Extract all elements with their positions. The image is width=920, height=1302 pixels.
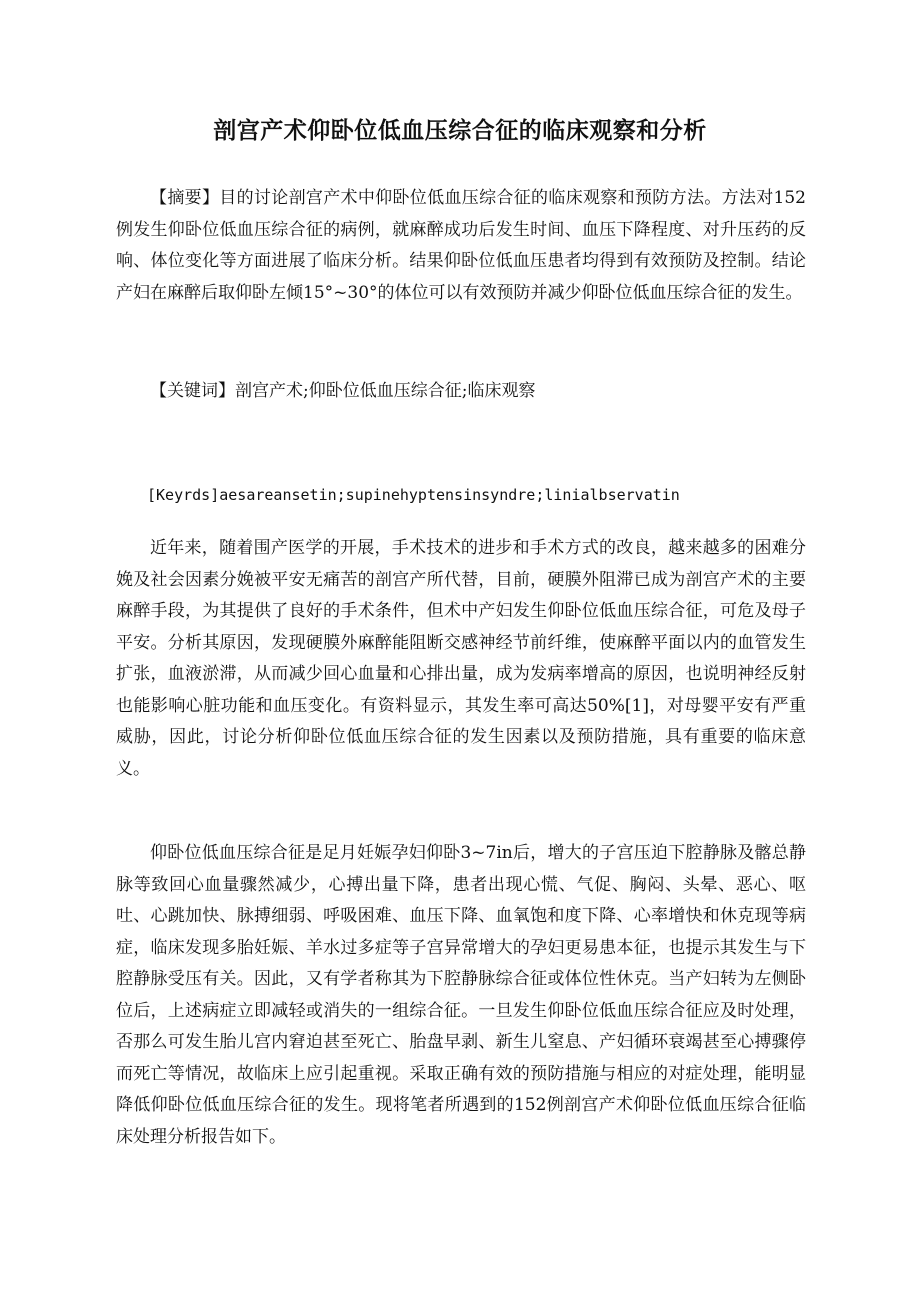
body-paragraph-2: 仰卧位低血压综合征是足月妊娠孕妇仰卧3~7in后，增大的子宫压迫下腔静脉及髂总静脉等致回心血量骤然减少，心搏出量下降，患者出现心慌、气促、胸闷、头晕、恶心、呕吐、心跳加快、脉搏细弱、呼吸困难、血压下降、血氧饱和度下降、心率增快和休克现等病症，临床发现多胎妊娠、羊水过多症等子宫异常增大的孕妇更易患本征，也提示其发生与下腔静脉受压有关。因此，又有学者称其为下腔静脉综合征或体位性休克。当产妇转为左侧卧位后，上述病症立即减轻或消失的一组综合征。一旦发生仰卧位低血压综合征应及时处理，否那么可发生胎儿宫内窘迫甚至死亡、胎盘早剥、新生儿窒息、产妇循环衰竭甚至心搏骤停而死亡等情况，故临床上应引起重视。采取正确有效的预防措施与相应的对症处理，能明显降低仰卧位低血压综合征的发生。现将笔者所遇到的152例剖宫产术仰卧位低血压综合征临床处理分析报告如下。 [116,843,806,1147]
abstract-paragraph: 【摘要】目的讨论剖宫产术中仰卧位低血压综合征的临床观察和预防方法。方法对152例发生仰卧位低血压综合征的病例，就麻醉成功后发生时间、血压下降程度、对升压药的反响、体位变化等方面进展了临床分析。结果仰卧位低血压患者均得到有效预防及控制。结论产妇在麻醉后取仰卧左倾15°~30°的体位可以有效预防并减少仰卧位低血压综合征的发生。 [116,188,806,303]
body-paragraph-1: 近年来，随着围产医学的开展，手术技术的进步和手术方式的改良，越来越多的困难分娩及社会因素分娩被平安无痛苦的剖宫产所代替，目前，硬膜外阻滞已成为剖宫产术的主要麻醉手段，为其提供了良好的手术条件，但术中产妇发生仰卧位低血压综合征，可危及母子平安。分析其原因，发现硬膜外麻醉能阻断交感神经节前纤维，使麻醉平面以内的血管发生扩张，血液淤滞，从而减少回心血量和心排出量，成为发病率增高的原因，也说明神经反射也能影响心脏功能和血压变化。有资料显示，其发生率可高达50%[1]，对母婴平安有严重威胁，因此，讨论分析仰卧位低血压综合征的发生因素以及预防措施，具有重要的临床意义。 [116,538,806,779]
english-keywords-paragraph: [Keyrds]aesareansetin;supinehyptensinsyndre;linialbservatin [147,486,680,504]
keywords-paragraph: 【关键词】剖宫产术;仰卧位低血压综合征;临床观察 [150,381,536,401]
document-title: 剖宫产术仰卧位低血压综合征的临床观察和分析 [213,118,707,144]
